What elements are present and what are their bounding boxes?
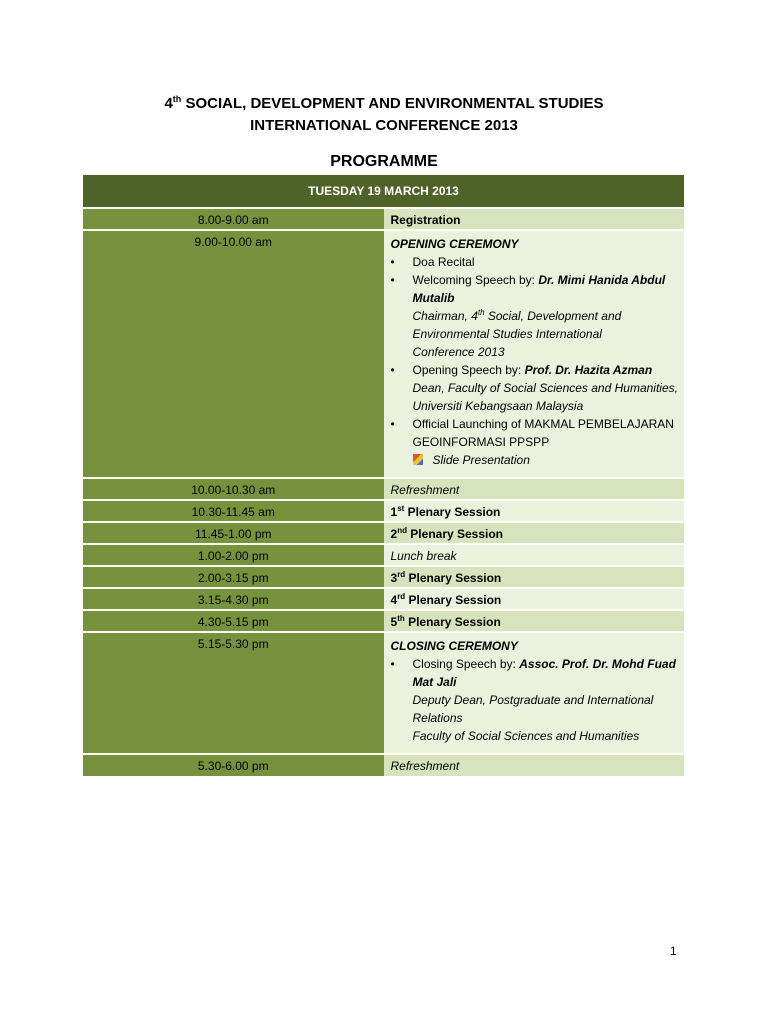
time-cell: 8.00-9.00 am bbox=[83, 208, 384, 230]
activity-cell: 3rd Plenary Session bbox=[384, 566, 685, 588]
bullet-subtext: Dean, Faculty of Social Sciences and Humanities, bbox=[412, 381, 678, 395]
time-cell: 4.30-5.15 pm bbox=[83, 610, 384, 632]
opening-ceremony-heading: OPENING CEREMONY bbox=[390, 237, 519, 251]
table-row bbox=[83, 500, 684, 522]
activity-cell: 1st Plenary Session bbox=[384, 500, 685, 522]
time-cell: 5.30-6.00 pm bbox=[83, 754, 384, 776]
day-header: TUESDAY 19 MARCH 2013 bbox=[83, 175, 684, 208]
activity-cell: 5th Plenary Session bbox=[384, 610, 685, 632]
bullet-subtext: Faculty of Social Sciences and Humanities bbox=[412, 729, 640, 743]
time-cell: 11.45-1.00 pm bbox=[83, 522, 384, 544]
time-cell: 5.15-5.30 pm bbox=[83, 632, 384, 754]
time-cell: 10.00-10.30 am bbox=[83, 478, 384, 500]
programme-table bbox=[83, 175, 684, 776]
activity-cell: 2nd Plenary Session bbox=[384, 522, 685, 544]
title-line-2: INTERNATIONAL CONFERENCE 2013 bbox=[250, 117, 518, 134]
presentation-icon bbox=[413, 454, 423, 465]
bullet-item: • Welcoming Speech by: Dr. Mimi Hanida Abdul Mutalib bbox=[390, 273, 666, 305]
table-row bbox=[83, 544, 684, 566]
conference-title bbox=[0, 93, 768, 137]
activity-cell bbox=[384, 632, 685, 754]
table-row bbox=[83, 208, 684, 230]
table-row bbox=[83, 566, 684, 588]
table-row bbox=[83, 632, 684, 754]
title-line-1: 4th SOCIAL, DEVELOPMENT AND ENVIRONMENTAL STUDIES bbox=[164, 94, 604, 112]
bullet-item: • Closing Speech by: Assoc. Prof. Dr. Mohd Fuad Mat Jali bbox=[390, 657, 676, 689]
slide-presentation-item: Slide Presentation bbox=[391, 451, 685, 469]
table-row bbox=[83, 754, 684, 776]
table-row bbox=[83, 610, 684, 632]
bullet-item: • Doa Recital bbox=[390, 255, 475, 269]
table-row bbox=[83, 588, 684, 610]
programme-heading: PROGRAMME bbox=[330, 153, 438, 170]
time-cell: 10.30-11.45 am bbox=[83, 500, 384, 522]
closing-ceremony-heading: CLOSING CEREMONY bbox=[390, 639, 518, 653]
table-row bbox=[83, 522, 684, 544]
table-row bbox=[83, 478, 684, 500]
day-header-row bbox=[83, 175, 684, 208]
bullet-subtext: Deputy Dean, Postgraduate and International Relations bbox=[412, 693, 654, 725]
table-row bbox=[83, 230, 684, 478]
time-cell: 3.15-4.30 pm bbox=[83, 588, 384, 610]
bullet-subtext: Conference 2013 bbox=[412, 345, 505, 359]
time-cell: 1.00-2.00 pm bbox=[83, 544, 384, 566]
activity-cell: Refreshment bbox=[384, 478, 685, 500]
activity-cell bbox=[384, 230, 685, 478]
bullet-item: • Opening Speech by: Prof. Dr. Hazita Azman bbox=[390, 363, 653, 377]
page-number: 1 bbox=[670, 944, 677, 958]
bullet-subtext: Chairman, 4th Social, Development and Environmental Studies International bbox=[412, 308, 622, 341]
time-cell: 2.00-3.15 pm bbox=[83, 566, 384, 588]
activity-cell: Refreshment bbox=[384, 754, 685, 776]
activity-cell: Lunch break bbox=[384, 544, 685, 566]
time-cell: 9.00-10.00 am bbox=[83, 230, 384, 478]
bullet-item: • Official Launching of MAKMAL PEMBELAJARAN GEOINFORMASI PPSPP bbox=[390, 417, 674, 449]
activity-cell: Registration bbox=[384, 208, 685, 230]
activity-cell: 4rd Plenary Session bbox=[384, 588, 685, 610]
bullet-subtext: Universiti Kebangsaan Malaysia bbox=[412, 399, 584, 413]
